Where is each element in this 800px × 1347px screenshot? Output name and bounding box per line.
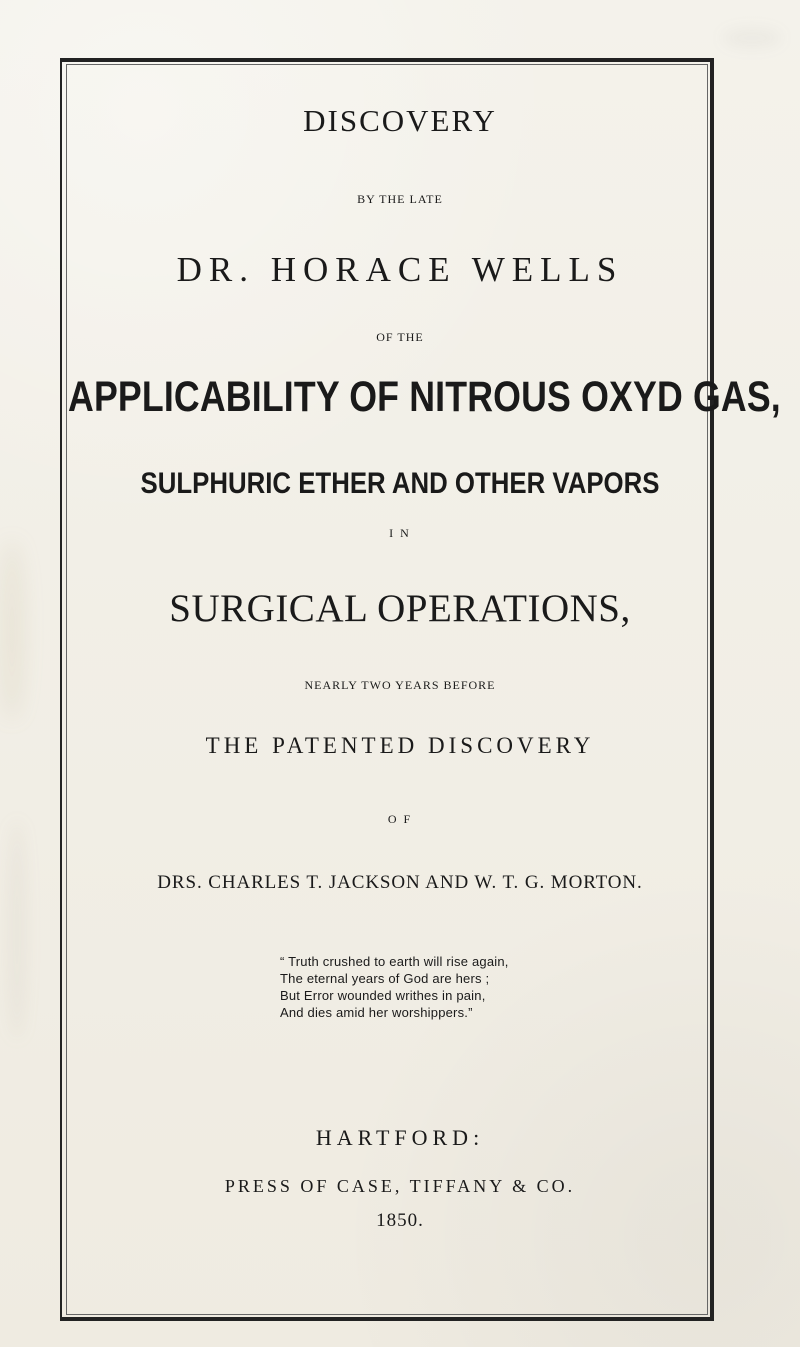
quotation [280,953,550,1021]
in-label: I N [389,526,411,540]
quote-line-2: The eternal years of God are hers ; [280,971,490,986]
main-title: DISCOVERY [303,103,497,138]
publisher-line: PRESS OF CASE, TIFFANY & CO. [224,1176,576,1196]
quote-line-3: But Error wounded writhes in pain, [280,988,486,1003]
quote-line-1: “ Truth crushed to earth will rise again, [280,954,509,969]
subject-line-3: SURGICAL OPERATIONS, [169,587,631,630]
subject-line-1: APPLICABILITY OF NITROUS OXYD GAS, [68,373,781,421]
author-name: DR. HORACE WELLS [176,250,624,289]
patented-line: THE PATENTED DISCOVERY [205,733,595,758]
of-label: O F [387,812,413,826]
page-stain-left-lower [8,820,26,1040]
quote-line-4: And dies amid her worshippers.” [280,1005,473,1020]
year-line: 1850. [376,1210,424,1231]
timing-line: NEARLY TWO YEARS BEFORE [304,678,496,692]
byline: BY THE LATE [357,192,443,206]
of-the-label: OF THE [376,330,424,344]
page-stain-top-right [722,28,782,48]
place-line: HARTFORD: [315,1125,485,1150]
subject-line-2: SULPHURIC ETHER AND OTHER VAPORS [140,467,660,500]
names-line: DRS. CHARLES T. JACKSON AND W. T. G. MORTON. [157,872,643,893]
